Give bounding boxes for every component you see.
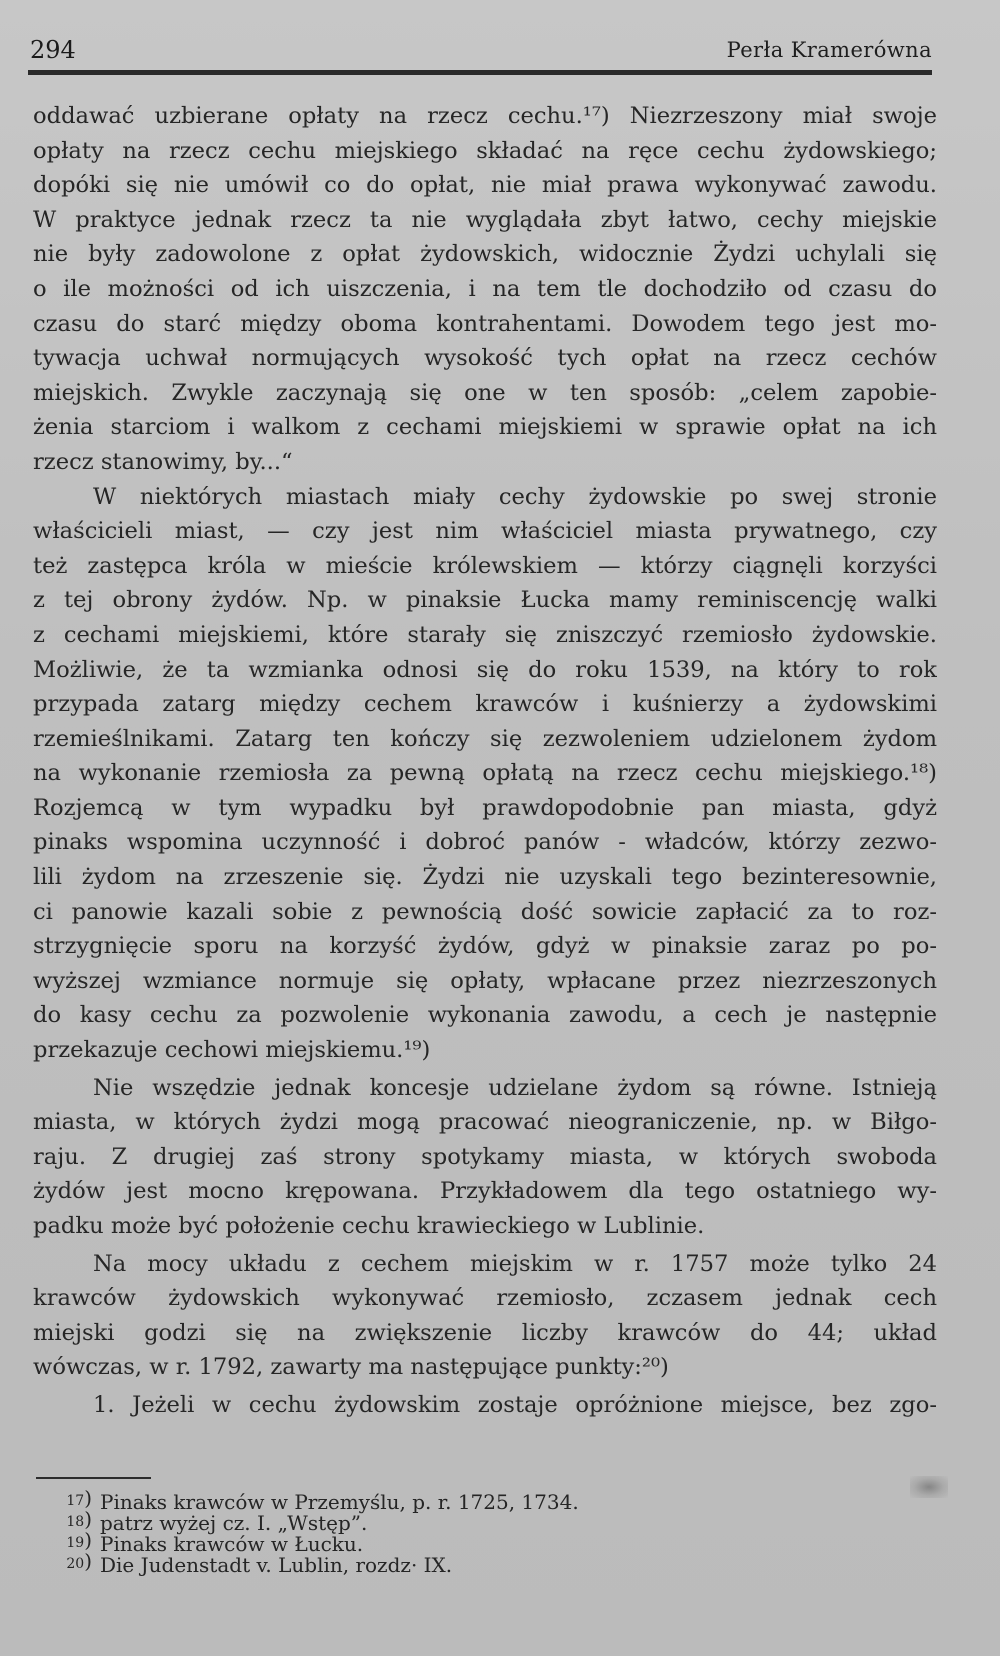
text-line: rzecz stanowimy, by...“ — [33, 448, 293, 475]
text-line: Nie wszędzie jednak koncesje udzielane żydom są równe. Istnieją — [93, 1074, 937, 1101]
running-title: Perła Kramerówna — [726, 38, 932, 62]
text-line: tywacja uchwał normujących wysokość tych opłat na rzecz cechów — [33, 345, 937, 372]
text-line: oddawać uzbierane opłaty na rzecz cechu.¹⁷) Niezrzeszony miał swoje — [33, 103, 937, 129]
text-line: rzemieślnikami. Zatarg ten kończy się zezwoleniem udzielonem żydom — [33, 725, 937, 752]
text-line: z cechami miejskiemi, które starały się zniszczyć rzemiosło żydowskie. — [33, 621, 937, 648]
text-line: właścicieli miast, — czy jest nim właściciel miasta prywatnego, czy — [33, 518, 937, 545]
text-line: dopóki się nie umówił co do opłat, nie miał prawa wykonywać zawodu. — [33, 172, 937, 199]
footnote-text: Pinaks krawców w Przemyślu, p. r. 1725, 1734. — [100, 1490, 579, 1514]
text-line: miejskich. Zwykle zaczynają się one w ten sposób: „celem zapobie- — [33, 379, 937, 406]
text-line: na wykonanie rzemiosła za pewną opłatą na rzecz cechu miejskiego.¹⁸) — [33, 760, 937, 787]
text-line: miasta, w których żydzi mogą pracować nieograniczenie, np. w Biłgo- — [33, 1109, 937, 1136]
text-line: opłaty na rzecz cechu miejskiego składać na ręce cechu żydowskiego; — [33, 137, 937, 164]
footnote — [60, 1528, 760, 1556]
text-line: z tej obrony żydów. Np. w pinaksie Łucka mamy reminiscencję walki — [33, 587, 937, 614]
footnote-text: Pinaks krawców w Łucku. — [100, 1532, 364, 1556]
text-line: miejski godzi się na zwiększenie liczby krawców do 44; układ — [33, 1319, 937, 1346]
paragraph-1 — [33, 99, 937, 480]
footnote — [60, 1486, 760, 1514]
text-line: żenia starciom i walkom z cechami miejskiemi w sprawie opłat na ich — [33, 414, 937, 441]
text-line: wówczas, w r. 1792, zawarty ma następujące punkty:²⁰) — [33, 1354, 669, 1381]
footnote-mark: 20) — [66, 1549, 92, 1573]
footnote-text: Die Judenstadt v. Lublin, rozdz· IX. — [100, 1553, 453, 1577]
text-line: strzygnięcie sporu na korzyść żydów, gdyż w pinaksie zaraz po po- — [33, 933, 937, 960]
text-line: 1. Jeżeli w cechu żydowskim zostaje opróżnione miejsce, bez zgo- — [93, 1391, 937, 1418]
footnote-text: patrz wyżej cz. I. „Wstęp”. — [100, 1511, 368, 1535]
text-line: krawców żydowskich wykonywać rzemiosło, zczasem jednak cech — [33, 1285, 937, 1312]
footnotes — [60, 1486, 760, 1577]
paragraph-5 — [33, 1388, 937, 1423]
text-line: też zastępca króla w mieście królewskiem — którzy ciągnęli korzyści — [33, 552, 937, 579]
paragraph-3 — [33, 1071, 937, 1244]
text-line: wyższej wzmiance normuje się opłaty, wpłacane przez niezrzeszonych — [33, 967, 937, 994]
page-header — [30, 36, 932, 64]
page-number: 294 — [30, 36, 76, 64]
footnote-mark: 19) — [66, 1528, 92, 1552]
body-text — [33, 99, 937, 1423]
footnote-mark: 17) — [66, 1486, 92, 1510]
print-smudge — [910, 1476, 948, 1498]
text-line: przekazuje cechowi miejskiemu.¹⁹) — [33, 1037, 431, 1064]
text-line: lili żydom na zrzeszenie się. Żydzi nie uzyskali tego bezinteresownie, — [33, 864, 937, 891]
footnote-mark: 18) — [66, 1507, 92, 1531]
footnote-rule — [36, 1477, 151, 1479]
text-line: pinaks wspomina uczynność i dobroć panów - władców, którzy zezwo- — [33, 829, 937, 856]
text-line: Możliwie, że ta wzmianka odnosi się do roku 1539, na który to rok — [33, 656, 937, 683]
text-line: W niektórych miastach miały cechy żydowskie po swej stronie — [93, 483, 937, 510]
text-line: raju. Z drugiej zaś strony spotykamy miasta, w których swoboda — [33, 1143, 937, 1170]
text-line: W praktyce jednak rzecz ta nie wyglądała zbyt łatwo, cechy miejskie — [33, 206, 937, 233]
text-line: o ile możności od ich uiszczenia, i na tem tle dochodziło od czasu do — [33, 275, 937, 302]
text-line: czasu do starć między oboma kontrahentami. Dowodem tego jest mo- — [33, 310, 937, 337]
text-line: przypada zatarg między cechem krawców i kuśnierzy a żydowskimi — [33, 691, 937, 718]
text-line: Na mocy układu z cechem miejskim w r. 1757 może tylko 24 — [93, 1250, 937, 1277]
footnote — [60, 1549, 760, 1577]
header-rule — [28, 70, 932, 75]
paragraph-4 — [33, 1247, 937, 1385]
paragraph-2 — [33, 480, 937, 1068]
text-line: padku może być położenie cechu krawieckiego w Lublinie. — [33, 1213, 705, 1239]
text-line: nie były zadowolone z opłat żydowskich, widocznie Żydzi uchylali się — [33, 241, 937, 268]
text-line: żydów jest mocno krępowana. Przykładowem dla tego ostatniego wy- — [33, 1178, 937, 1205]
text-line: do kasy cechu za pozwolenie wykonania zawodu, a cech je następnie — [33, 1002, 937, 1029]
text-line: Rozjemcą w tym wypadku był prawdopodobnie pan miasta, gdyż — [33, 794, 937, 821]
text-line: ci panowie kazali sobie z pewnością dość sowicie zapłacić za to roz- — [33, 898, 937, 925]
